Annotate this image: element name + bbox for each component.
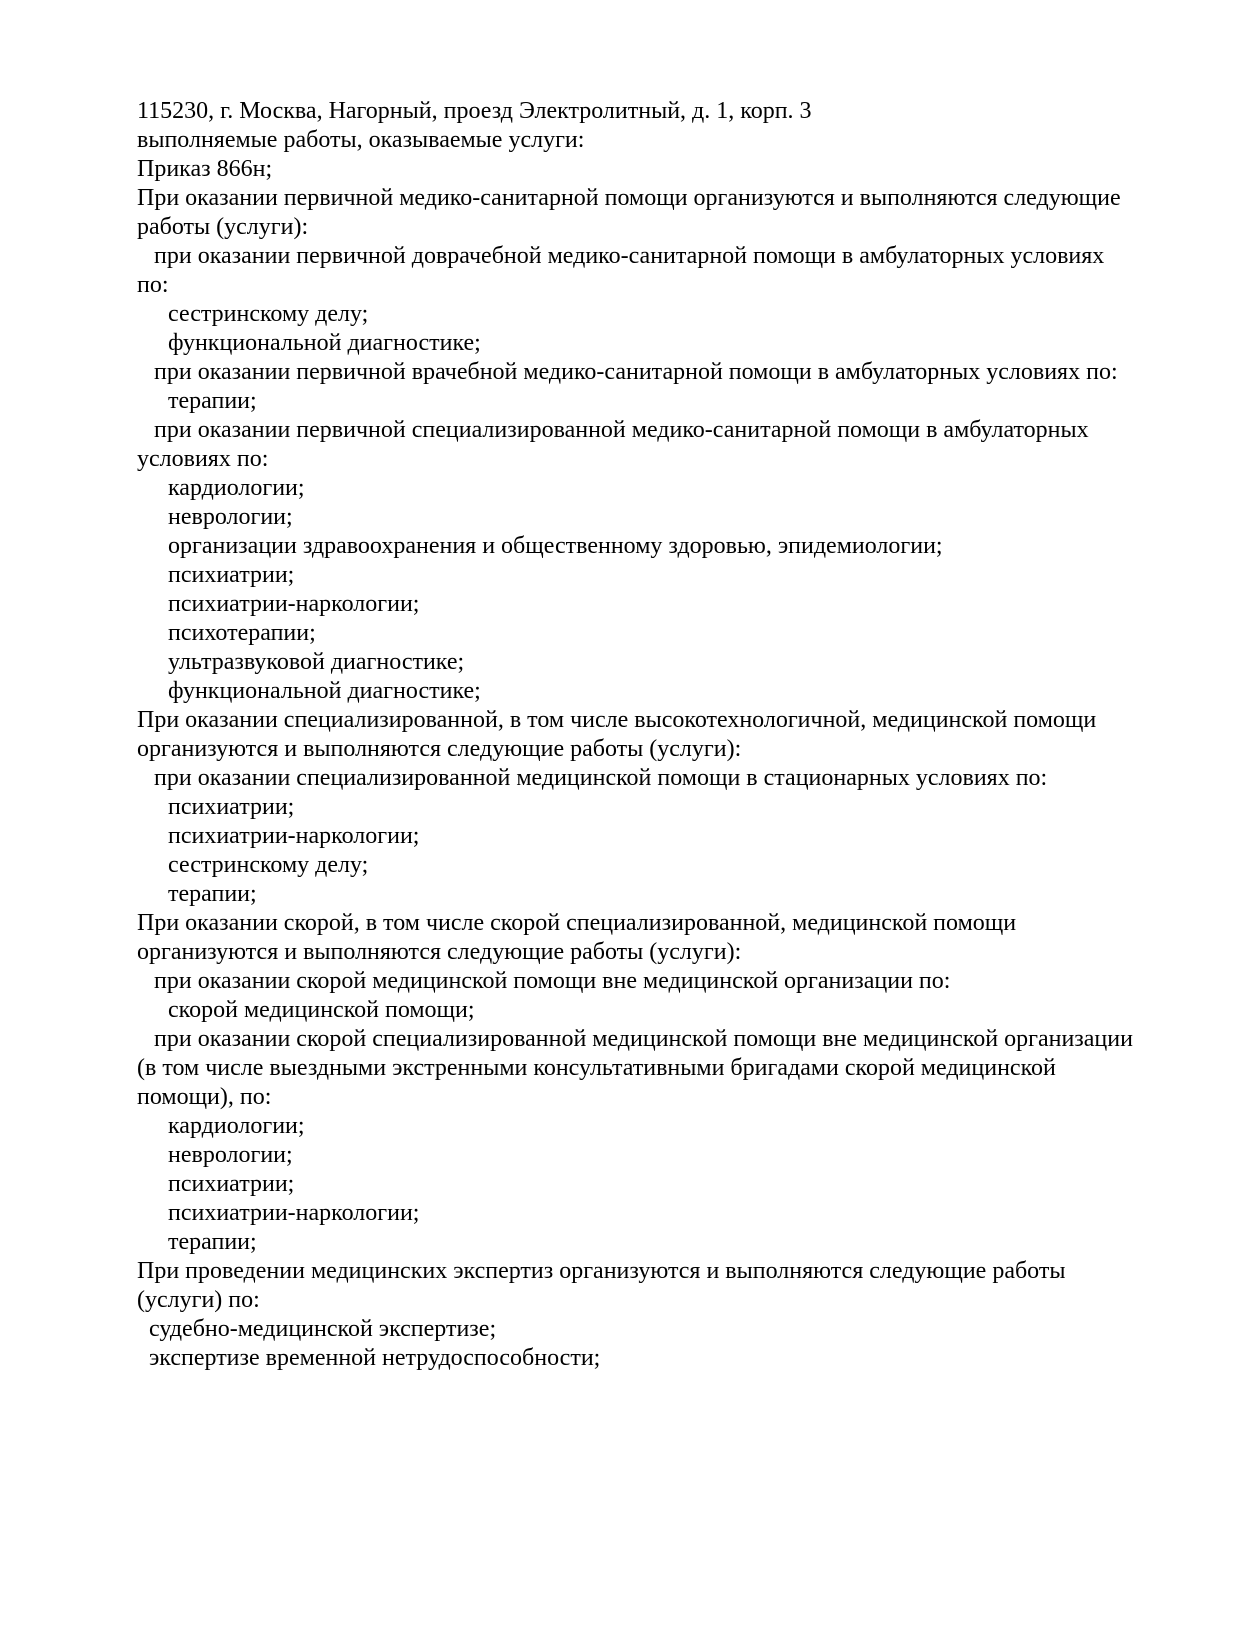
document-line: сестринскому делу; — [168, 852, 369, 878]
document-line: 115230, г. Москва, Нагорный, проезд Электролитный, д. 1, корп. 3 — [137, 98, 812, 124]
license-works-text-block — [137, 97, 1180, 1373]
document-line: При оказании скорой, в том числе скорой специализированной, медицинской помощи — [137, 910, 1017, 936]
document-line: При оказании специализированной, в том числе высокотехнологичной, медицинской помощи — [137, 707, 1097, 733]
document-line: терапии; — [168, 388, 257, 414]
document-line: неврологии; — [168, 1142, 293, 1168]
document-line: выполняемые работы, оказываемые услуги: — [137, 127, 585, 153]
document-line: скорой медицинской помощи; — [168, 997, 475, 1023]
document-line: условиях по: — [137, 446, 269, 472]
document-line: по: — [137, 272, 169, 298]
document-line: функциональной диагностике; — [168, 330, 481, 356]
document-line: психотерапии; — [168, 620, 316, 646]
document-line: экспертизе временной нетрудоспособности; — [149, 1345, 601, 1371]
document-line: (в том числе выездными экстренными консультативными бригадами скорой медицинской — [137, 1055, 1056, 1081]
document-line: кардиологии; — [168, 475, 305, 501]
document-line: кардиологии; — [168, 1113, 305, 1139]
document-line: сестринскому делу; — [168, 301, 369, 327]
document-line: психиатрии; — [168, 1171, 295, 1197]
document-line: при оказании скорой медицинской помощи вне медицинской организации по: — [154, 968, 951, 994]
document-line: Приказ 866н; — [137, 156, 273, 182]
document-line: помощи), по: — [137, 1084, 272, 1110]
document-line: организуются и выполняются следующие работы (услуги): — [137, 939, 742, 965]
document-line: организации здравоохранения и общественному здоровью, эпидемиологии; — [168, 533, 943, 559]
document-line: (услуги) по: — [137, 1287, 260, 1313]
document-line: психиатрии-наркологии; — [168, 823, 420, 849]
document-line: При проведении медицинских экспертиз организуются и выполняются следующие работы — [137, 1258, 1066, 1284]
document-line: При оказании первичной медико-санитарной помощи организуются и выполняются следующие — [137, 185, 1121, 211]
document-line: при оказании скорой специализированной медицинской помощи вне медицинской организации — [154, 1026, 1133, 1052]
document-line: работы (услуги): — [137, 214, 309, 240]
document-line: неврологии; — [168, 504, 293, 530]
document-line: при оказании первичной специализированной медико-санитарной помощи в амбулаторных — [154, 417, 1089, 443]
document-line: ультразвуковой диагностике; — [168, 649, 465, 675]
document-line: психиатрии-наркологии; — [168, 1200, 420, 1226]
document-line: психиатрии; — [168, 562, 295, 588]
document-line: психиатрии-наркологии; — [168, 591, 420, 617]
document-line: терапии; — [168, 1229, 257, 1255]
document-line: терапии; — [168, 881, 257, 907]
document-line: при оказании специализированной медицинской помощи в стационарных условиях по: — [154, 765, 1048, 791]
document-line: при оказании первичной врачебной медико-санитарной помощи в амбулаторных условиях по: — [154, 359, 1118, 385]
document-line: при оказании первичной доврачебной медико-санитарной помощи в амбулаторных условиях — [154, 243, 1105, 269]
document-line: организуются и выполняются следующие работы (услуги): — [137, 736, 742, 762]
document-line: судебно-медицинской экспертизе; — [149, 1316, 497, 1342]
document-line: функциональной диагностике; — [168, 678, 481, 704]
document-line: психиатрии; — [168, 794, 295, 820]
